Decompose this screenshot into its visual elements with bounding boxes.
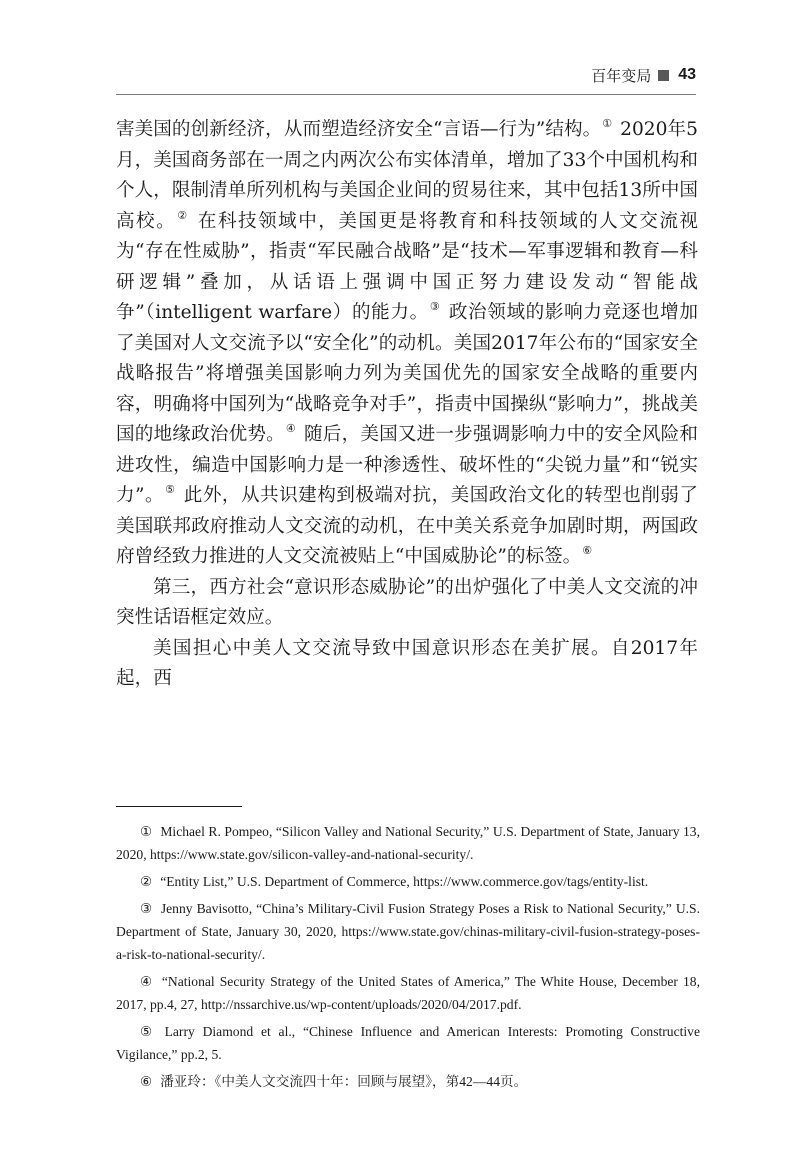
square-bullet-icon [658, 70, 669, 81]
footnote-text: 潘亚玲：《中美人文交流四十年：回顾与展望》，第42—44页。 [160, 1074, 528, 1089]
page-number: 43 [678, 66, 696, 83]
footnote-ref-6[interactable]: ⑥ [582, 544, 593, 557]
main-text [116, 115, 698, 695]
footnote-text: “Entity List,” U.S. Department of Commerce, https://www.commerce.gov/tags/entity-list. [160, 874, 649, 889]
footnote-ref-4[interactable]: ④ [285, 422, 296, 435]
text-span: 害美国的创新经济，从而塑造经济安全“言语—行为”结构。 [116, 119, 602, 140]
running-header [116, 64, 696, 86]
footnote-4 [116, 970, 700, 1016]
footnote-ref-1[interactable]: ① [602, 117, 613, 130]
running-header-title: 百年变局 [591, 66, 652, 85]
footnote-text: Jenny Bavisotto, “China’s Military-Civil Fusion Strategy Poses a Risk to National Security,” U.S. Department of State, January 30, 2020, https://www.state.gov/chinas-military-civil-fusion-strategy-poses-a-risk-to-national-security/. [116, 901, 700, 962]
footnote-5 [116, 1020, 700, 1066]
footnote-number: ④ [140, 974, 154, 989]
text-span: 2020年5月，美国商务部在一周之内两次公布实体清单，增加了33个中国机构和个人，限制清单所列机构与美国企业间的贸易往来，其中包括13所中国高校。 [116, 119, 698, 232]
footnote-3 [116, 897, 700, 966]
footnote-text: Larry Diamond et al., “Chinese Influence and American Interests: Promoting Constructive Vigilance,” pp.2, 5. [116, 1024, 701, 1062]
footnote-1 [116, 820, 700, 866]
footnote-number: ⑤ [140, 1024, 157, 1039]
paragraph-3: 美国担心中美人文交流导致中国意识形态在美扩展。自2017年起，西 [116, 637, 698, 689]
footnote-ref-2[interactable]: ② [177, 208, 189, 222]
text-span: 此外，从共识建构到极端对抗，美国政治文化的转型也削弱了美国联邦政府推动人文交流的动机，在中美关系竞争加剧时期，两国政府曾经致力推进的人文交流被贴上“中国威胁论”的标签。 [116, 485, 698, 567]
footnote-number: ③ [140, 901, 153, 916]
paragraph-2: 第三，西方社会“意识形态威胁论”的出炉强化了中美人文交流的冲突性话语框定效应。 [116, 576, 698, 628]
header-rule [116, 94, 696, 95]
text-span: 在科技领域中，美国更是将教育和科技领域的人文交流视为“存在性威胁”，指责“军民融合战略”是“技术—军事逻辑和教育—科研逻辑”叠加，从话语上强调中国正努力建设发动“智能战争”（intelligent warfare）的能力。 [116, 210, 698, 323]
footnote-2 [116, 870, 700, 893]
footnote-separator [116, 806, 242, 807]
paragraph-1 [116, 115, 698, 573]
footnote-number: ② [140, 874, 153, 889]
text-span: 政治领域的影响力竞逐也增加了美国对人文交流予以“安全化”的动机。美国2017年公布的“国家安全战略报告”将增强美国影响力列为美国优先的国家安全战略的重要内容，明确将中国列为“战略竞争对手”，指责中国操纵“影响力”，挑战美国的地缘政治优势。 [116, 302, 698, 445]
footnote-number: ① [140, 824, 153, 839]
footnote-text: “National Security Strategy of the United States of America,” The White House, December 18, 2017, pp.4, 27, http://nssarchive.us/wp-content/uploads/2020/04/2017.pdf. [116, 974, 701, 1012]
footnote-text: Michael R. Pompeo, “Silicon Valley and National Security,” U.S. Department of State, January 13, 2020, https://www.state.gov/silicon-valley-and-national-security/. [116, 824, 701, 862]
footnote-number: ⑥ [140, 1074, 153, 1089]
text-span: 随后，美国又进一步强调影响力中的安全风险和进攻性，编造中国影响力是一种渗透性、破坏性的“尖锐力量”和“锐实力”。 [116, 424, 698, 506]
footnote-6 [116, 1070, 700, 1093]
footnote-ref-5[interactable]: ⑤ [165, 483, 176, 496]
footnotes [116, 820, 700, 1097]
footnote-ref-3[interactable]: ③ [429, 300, 441, 313]
